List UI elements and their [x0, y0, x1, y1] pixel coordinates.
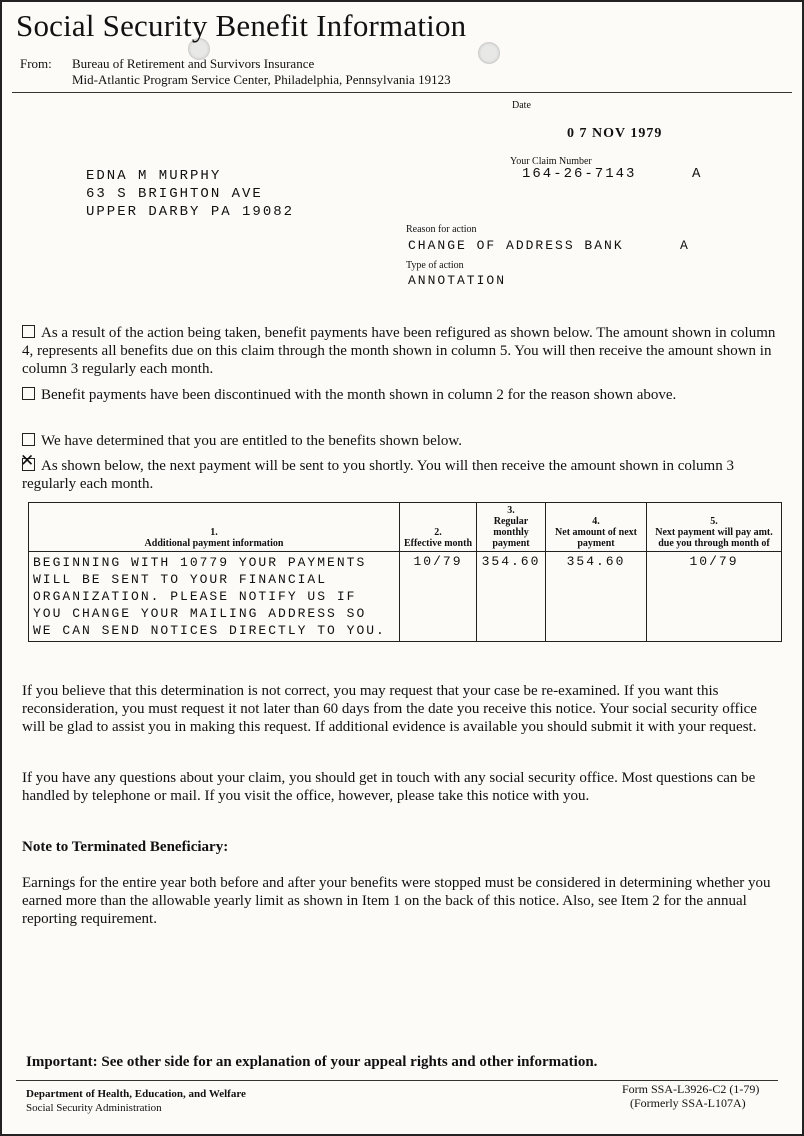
- footer-divider: [16, 1080, 778, 1081]
- regular-monthly-payment: 354.60: [477, 552, 546, 642]
- header-divider: [12, 92, 792, 93]
- checkbox-next-payment-checked: [22, 458, 35, 471]
- col-through-month-header: 5. Next payment will pay amt. due you through month of: [647, 503, 782, 552]
- through-month: 10/79: [647, 552, 782, 642]
- additional-payment-info: BEGINNING WITH 10779 YOUR PAYMENTS WILL BE SENT TO YOUR FINANCIAL ORGANIZATION. PLEASE NOTIFY US IF YOU CHANGE YOUR MAILING ADDRESS SO WE CAN SEND NOTICES DIRECTLY TO YOU.: [29, 552, 400, 642]
- action-type-value: ANNOTATION: [408, 273, 507, 288]
- date-label: Date: [512, 100, 531, 111]
- document-title: Social Security Benefit Information: [16, 8, 467, 43]
- checkbox-discontinued: [22, 387, 35, 400]
- administration-name: Social Security Administration: [26, 1102, 162, 1114]
- date-stamp: 0 7 NOV 1979: [567, 126, 663, 141]
- net-amount-next-payment: 354.60: [546, 552, 647, 642]
- from-center: Mid-Atlantic Program Service Center, Philadelphia, Pennsylvania 19123: [72, 72, 451, 87]
- terminated-beneficiary-heading: Note to Terminated Beneficiary:: [22, 839, 229, 855]
- reexamination-paragraph: If you believe that this determination is not correct, you may request that your case be re-examined. If you want this reconsideration, you must request it not later than 60 days from the date you receive this notice. Your social security office will be glad to assist you in making this request. If additional evidence is available you should submit it with your request.: [22, 683, 757, 735]
- reason-suffix: A: [680, 238, 690, 253]
- reason-value: CHANGE OF ADDRESS BANK: [408, 238, 624, 253]
- claim-number-label: Your Claim Number: [510, 156, 592, 167]
- recipient-city: UPPER DARBY PA 19082: [86, 204, 295, 220]
- claim-suffix: A: [692, 166, 703, 182]
- action-type-label: Type of action: [406, 260, 464, 271]
- checkbox-refigured: [22, 325, 35, 338]
- option-next-payment: ✕As shown below, the next payment will be sent to you shortly. You will then receive the amount shown in column 3 regularly each month.: [22, 457, 782, 493]
- col-net-amount-header: 4. Net amount of next payment: [546, 503, 647, 552]
- option-discontinued: Benefit payments have been discontinued with the month shown in column 2 for the reason shown above.: [22, 386, 782, 404]
- checkbox-entitled: [22, 433, 35, 446]
- table-row: [29, 552, 782, 642]
- effective-month: 10/79: [400, 552, 477, 642]
- recipient-street: 63 S BRIGHTON AVE: [86, 186, 263, 202]
- col-effective-month-header: 2. Effective month: [400, 503, 477, 552]
- department-name: Department of Health, Education, and Welfare: [26, 1088, 246, 1100]
- option-entitled: We have determined that you are entitled to the benefits shown below.: [22, 432, 782, 450]
- punch-hole: [478, 42, 500, 64]
- questions-paragraph: If you have any questions about your claim, you should get in touch with any social security office. Most questions can be handled by telephone or mail. If you visit the office, however, please take this notice with you.: [22, 770, 756, 804]
- earnings-paragraph: Earnings for the entire year both before and after your benefits were stopped must be considered in determining whether you earned more than the allowable yearly limit as shown in Item 1 on the back of this notice. Also, see Item 2 for the annual reporting requirement.: [22, 875, 771, 927]
- reason-label: Reason for action: [406, 224, 477, 235]
- option-refigured: As a result of the action being taken, benefit payments have been refigured as shown below. The amount shown in column 4, represents all benefits due on this claim through the month shown in column 5. You will then receive the amount shown in column 3 regularly each month.: [22, 325, 776, 377]
- former-form-number: (Formerly SSA-L107A): [630, 1096, 746, 1110]
- claim-number: 164-26-7143: [522, 166, 637, 182]
- recipient-name: EDNA M MURPHY: [86, 168, 222, 184]
- col-regular-payment-header: 3. Regular monthly payment: [477, 503, 546, 552]
- payment-table: [28, 502, 782, 642]
- col-additional-info-header: 1. Additional payment information: [29, 503, 400, 552]
- from-bureau: Bureau of Retirement and Survivors Insurance: [72, 56, 315, 71]
- from-label: From:: [20, 56, 52, 71]
- important-notice: Important: See other side for an explanation of your appeal rights and other information.: [26, 1054, 598, 1070]
- form-number: Form SSA-L3926-C2 (1-79): [622, 1082, 760, 1096]
